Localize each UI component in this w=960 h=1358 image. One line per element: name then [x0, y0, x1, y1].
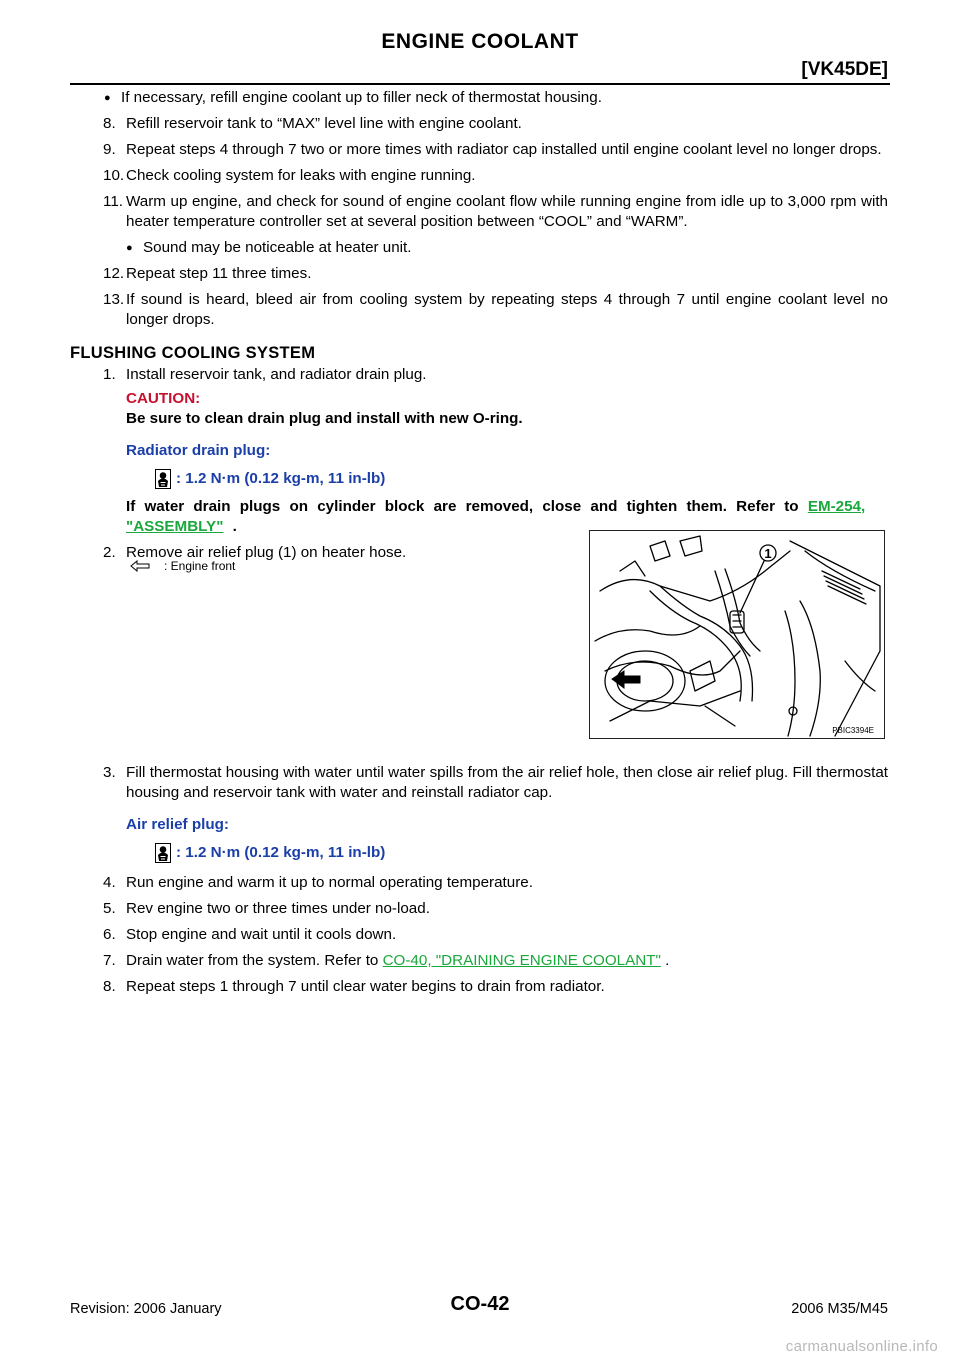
- step-13-bleed: 13. If sound is heard, bleed air from cooling system by repeating steps 4 through 7 until engine coolant level no longer drops.: [103, 291, 888, 328]
- torque-wrench-icon: [155, 843, 171, 863]
- figure-callout-1: 1: [764, 546, 772, 561]
- header-divider: [70, 83, 890, 85]
- link-em-254[interactable]: EM-254,: [807, 498, 866, 515]
- flush-step-7: 7. Drain water from the system. Refer to CO-40, "DRAINING ENGINE COOLANT" .: [103, 952, 670, 969]
- watermark-text: carmanualsonline.info: [785, 1338, 938, 1355]
- drain-plug-note: If water drain plugs on cylinder block are removed, close and tighten them. Refer to EM-254, "ASSEMBLY" .: [126, 498, 866, 535]
- footer-model: 2006 M35/M45: [791, 1301, 888, 1317]
- flush-step-3: 3. Fill thermostat housing with water until water spills from the air relief hole, then close air relief plug. Fill thermostat housing and reservoir tank with water and reinstall radiator cap.: [103, 764, 888, 801]
- radiator-plug-label: Radiator drain plug:: [126, 442, 271, 459]
- caution-label: CAUTION:: [126, 390, 201, 407]
- flush-step-8: 8. Repeat steps 1 through 7 until clear water begins to drain from radiator.: [103, 978, 605, 995]
- step-9-repeat: 9. Repeat steps 4 through 7 two or more times with radiator cap installed until engine coolant level no longer drops.: [103, 141, 882, 158]
- radiator-plug-torque: : 1.2 N·m (0.12 kg-m, 11 in-lb): [155, 469, 888, 489]
- page-number: CO-42: [450, 1293, 510, 1315]
- bullet-sound: ● Sound may be noticeable at heater unit.: [126, 238, 888, 258]
- link-co-40[interactable]: CO-40, "DRAINING ENGINE COOLANT": [382, 952, 661, 969]
- air-plug-torque: : 1.2 N·m (0.12 kg-m, 11 in-lb): [155, 843, 888, 863]
- flush-step-1: 1. Install reservoir tank, and radiator drain plug.: [103, 366, 427, 383]
- page-header-title: ENGINE COOLANT: [381, 30, 579, 53]
- figure-legend: : Engine front: [130, 559, 235, 573]
- link-assembly[interactable]: "ASSEMBLY": [126, 518, 224, 535]
- step-11-warmup: 11. Warm up engine, and check for sound of engine coolant flow while running engine from idle up to 3,000 rpm with heater temperature controller set at several position between “COOL” and “WARM”.: [103, 193, 888, 230]
- flush-step-6: 6. Stop engine and wait until it cools down.: [103, 926, 397, 943]
- footer-revision: Revision: 2006 January: [70, 1301, 222, 1317]
- step-8-refill: 8. Refill reservoir tank to “MAX” level line with engine coolant.: [103, 115, 522, 132]
- flush-step-5: 5. Rev engine two or three times under no-load.: [103, 900, 430, 917]
- air-plug-label: Air relief plug:: [126, 816, 229, 833]
- flush-step-2: 2. Remove air relief plug (1) on heater hose.: [103, 544, 407, 561]
- step-10-leaks: 10. Check cooling system for leaks with engine running.: [103, 167, 476, 184]
- engine-illustration: [589, 530, 885, 739]
- engine-line-drawing: [590, 531, 884, 738]
- figure-code: PBIC3394E: [832, 726, 874, 735]
- torque-wrench-icon: [155, 469, 171, 489]
- step-12-repeat: 12. Repeat step 11 three times.: [103, 265, 312, 282]
- flush-step-4: 4. Run engine and warm it up to normal operating temperature.: [103, 874, 533, 891]
- bullet-refill: ● If necessary, refill engine coolant up to filler neck of thermostat housing.: [104, 88, 888, 108]
- section-title: FLUSHING COOLING SYSTEM: [70, 344, 316, 362]
- model-tag: [VK45DE]: [801, 59, 888, 80]
- arrow-left-outline-icon: [130, 560, 150, 572]
- caution-text: Be sure to clean drain plug and install with new O-ring.: [126, 410, 523, 427]
